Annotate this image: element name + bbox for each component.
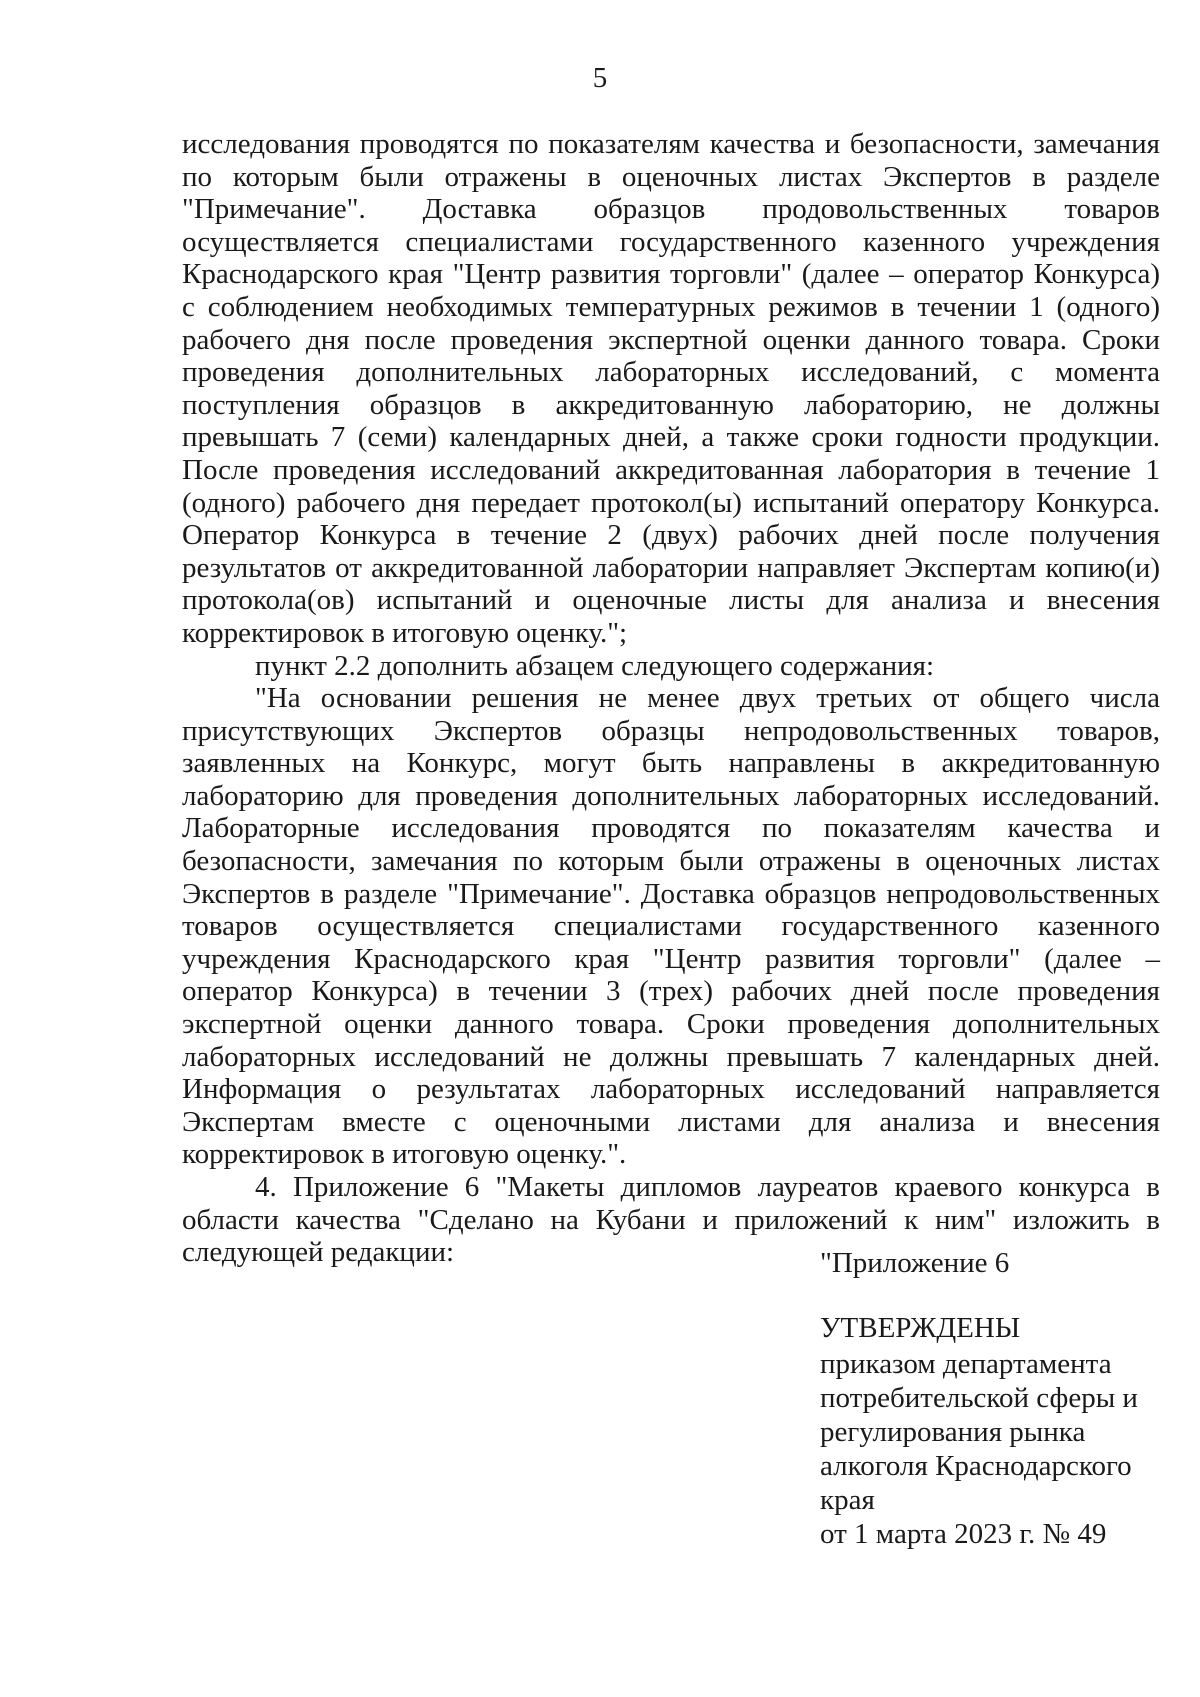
approval-block	[820, 1311, 1160, 1551]
paragraph-amendment-text: "На основании решения не менее двух третьих от общего числа присутствующих Экспертов образцы непродовольственных товаров, заявленных на Конкурс, могут быть направлены в аккредитованную лабораторию для проведения дополнительных лабораторных исследований. Лабораторные исследования проводятся по показателям качества и безопасности, замечания по которым были отражены в оценочных листах Экспертов в разделе "Примечание". Доставка образцов непродовольственных товаров осуществляется специалистами государственного казенного учреждения Краснодарского края "Центр развития торговли" (далее – оператор Конкурса) в течении 3 (трех) рабочих дней после проведения экспертной оценки данного товара. Сроки проведения дополнительных лабораторных исследований не должны превышать 7 календарных дней. Информация о результатах лабораторных исследований направляется Экспертам вместе с оценочными листами для анализа и внесения корректировок в итоговую оценку.".	[182, 682, 1160, 1171]
approval-line: потребительской сферы и	[820, 1382, 1138, 1414]
approval-line: регулирования рынка	[820, 1416, 1086, 1448]
paragraph-continuation: исследования проводятся по показателям качества и безопасности, замечания по которым были отражены в оценочных листах Экспертов в разделе "Примечание". Доставка образцов продовольственных товаров осуществляется специалистами государственного казенного учреждения Краснодарского края "Центр развития торговли" (далее – оператор Конкурса) с соблюдением необходимых температурных режимов в течении 1 (одного) рабочего дня после проведения экспертной оценки данного товара. Сроки проведения дополнительных лабораторных исследований, с момента поступления образцов в аккредитованную лабораторию, не должны превышать 7 (семи) календарных дней, а также сроки годности продукции. После проведения исследований аккредитованная лаборатория в течение 1 (одного) рабочего дня передает протокол(ы) испытаний оператору Конкурса. Оператор Конкурса в течение 2 (двух) рабочих дней после получения результатов от аккредитованной лаборатории направляет Экспертам копию(и) протокола(ов) испытаний и оценочные листы для анализа и внесения корректировок в итоговую оценку.";	[182, 128, 1160, 649]
appendix-label: "Приложение 6	[820, 1247, 1010, 1279]
document-body	[182, 128, 1160, 1269]
paragraph-amendment-intro: пункт 2.2 дополнить абзацем следующего содержания:	[255, 649, 935, 682]
approved-title: УТВЕРЖДЕНЫ	[820, 1312, 1021, 1344]
approval-line: края	[820, 1484, 875, 1516]
approval-date-line: от 1 марта 2023 г. № 49	[820, 1518, 1107, 1550]
page-number: 5	[592, 62, 608, 94]
paragraph-item-4: 4. Приложение 6 "Макеты дипломов лауреатов краевого конкурса в области качества "Сделано на Кубани и приложений к ним" изложить в следующей редакции:	[182, 1171, 1160, 1269]
approval-line: приказом департамента	[820, 1348, 1112, 1380]
approval-line: алкоголя Краснодарского	[820, 1450, 1132, 1482]
